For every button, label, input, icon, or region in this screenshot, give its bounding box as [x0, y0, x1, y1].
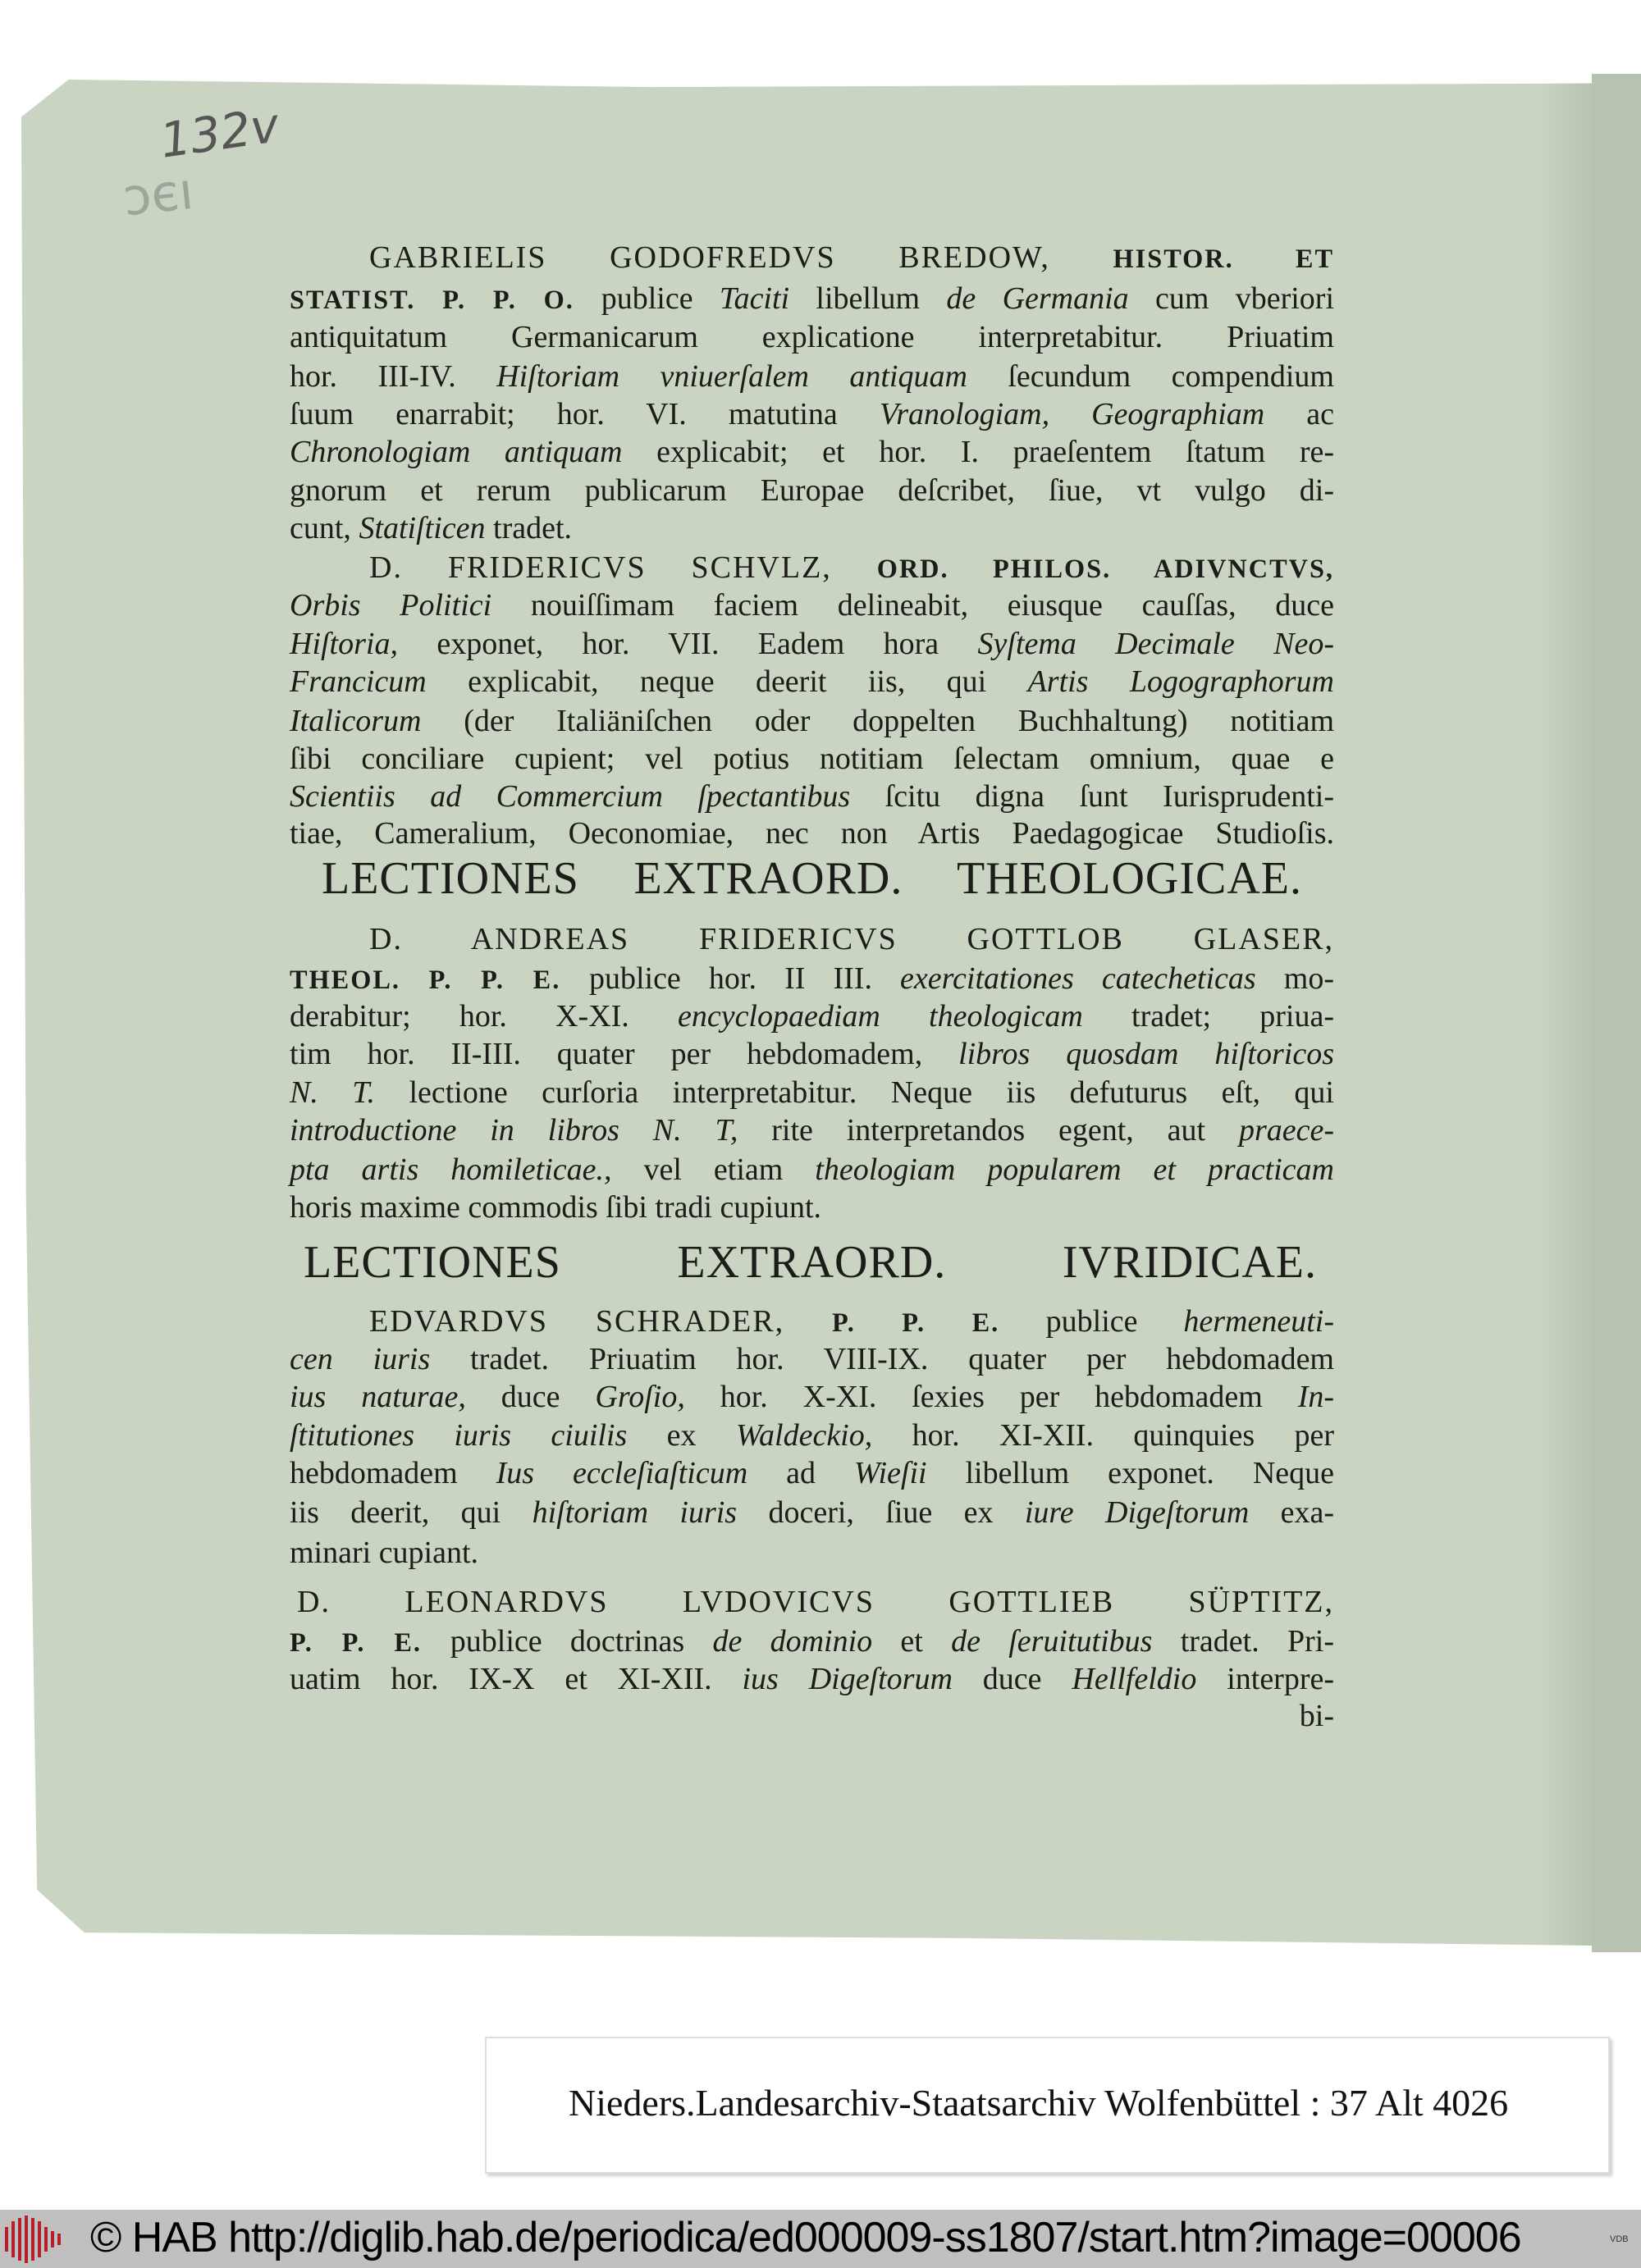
text-segment: introductione in libros N. T,	[290, 1113, 738, 1148]
text-segment: vel etiam	[611, 1152, 816, 1187]
text-segment: hiſtoriam iuris	[532, 1495, 738, 1530]
text-segment: GABRIELIS GODOFREDVS BREDOW,	[369, 240, 1113, 275]
text-line	[290, 1151, 1334, 1189]
text-segment: Hellfeldio	[1072, 1662, 1197, 1696]
text-segment: duce	[952, 1662, 1072, 1696]
text-segment: Hiſtoria,	[290, 627, 398, 661]
text-segment: hor. X-XI. ſexies per hebdomadem	[684, 1380, 1298, 1414]
text-segment: hor. XI-XII. quinquies per	[872, 1418, 1334, 1453]
text-segment: hebdomadem	[290, 1456, 496, 1490]
text-segment: exponet, hor. VII. Eadem hora	[397, 627, 978, 661]
text-segment: ſuum enarrabit; hor. VI. matutina	[290, 397, 880, 431]
text-segment: hermeneuti-	[1183, 1304, 1334, 1339]
text-segment: interpre-	[1196, 1662, 1335, 1696]
text-segment: doceri, ſiue ex	[737, 1495, 1025, 1530]
text-segment: LECTIONES EXTRAORD. IVRIDICAE.	[304, 1237, 1317, 1288]
text-segment: Vranologiam, Geographiam	[879, 397, 1265, 431]
text-line	[290, 1378, 1334, 1416]
text-line	[290, 1454, 1334, 1492]
footer-badge: VDB	[1610, 2234, 1629, 2244]
text-segment: ORD. PHILOS. ADIVNCTVS,	[876, 554, 1334, 583]
text-segment: rite interpretandos egent, aut	[738, 1113, 1239, 1148]
text-segment: tim hor. II-III. quater per hebdomadem,	[290, 1037, 959, 1071]
text-segment: publice doctrinas	[450, 1624, 713, 1659]
text-segment: P. P. E.	[831, 1307, 1046, 1337]
text-segment: hor. III-IV.	[290, 359, 497, 394]
text-line	[290, 395, 1334, 433]
text-segment: HISTOR. ET	[1113, 244, 1334, 273]
text-segment: Orbis Politici	[290, 588, 492, 623]
text-segment: explicabit; et hor. I. praeſentem ſtatum re-	[622, 435, 1334, 469]
text-segment: ac	[1264, 397, 1334, 431]
text-segment: Wieſii	[853, 1456, 927, 1490]
text-line	[290, 318, 1334, 356]
text-line	[290, 740, 1334, 778]
text-line	[290, 1697, 1334, 1735]
text-line	[290, 472, 1334, 509]
text-line	[290, 1189, 1334, 1226]
text-segment: ex	[627, 1418, 736, 1453]
text-segment: antiquitatum Germanicarum explicatione interpretabitur. Priuatim	[290, 320, 1334, 354]
archive-label-text: Nieders.Landesarchiv-Staatsarchiv Wolfenbüttel : 37 Alt 4026	[569, 2082, 1509, 2124]
text-segment: D. LEONARDVS LVDOVICVS GOTTLIEB SÜPTITZ,	[297, 1585, 1334, 1619]
text-line	[369, 239, 1334, 276]
text-segment: de Germania	[946, 281, 1129, 316]
text-segment: D. ANDREAS FRIDERICVS GOTTLOB GLASER,	[369, 922, 1334, 956]
text-line	[290, 1622, 1334, 1660]
text-segment: encyclopaediam theologicam	[677, 999, 1083, 1034]
text-segment: exercitationes catecheticas	[900, 961, 1256, 996]
text-segment: gnorum et rerum publicarum Europae deſcribet, ſiue, vt vulgo di-	[290, 473, 1334, 508]
text-segment: publice	[601, 281, 720, 316]
text-segment: LECTIONES EXTRAORD. THEOLOGICAE.	[322, 853, 1302, 904]
text-segment: de dominio	[712, 1624, 873, 1659]
text-segment: Artis Logographorum	[1027, 664, 1334, 699]
pencil-mark: ɔєı	[120, 160, 196, 228]
text-segment: EDVARDVS SCHRADER,	[369, 1304, 832, 1339]
text-line	[290, 702, 1334, 740]
text-segment: ſecundum compendium	[967, 359, 1334, 394]
text-segment: tradet; priua-	[1082, 999, 1334, 1034]
text-segment: ad	[747, 1456, 854, 1490]
text-line	[290, 778, 1334, 815]
text-segment: minari cupiant.	[290, 1536, 479, 1570]
text-segment: bi-	[1299, 1699, 1334, 1733]
text-segment: Chronologiam antiquam	[290, 435, 623, 469]
text-line	[290, 1035, 1334, 1073]
text-segment: libellum	[789, 281, 947, 316]
text-segment: Hiſtoriam vniuerſalem antiquam	[496, 359, 967, 394]
footer-bar	[0, 2210, 1641, 2268]
text-line	[297, 1583, 1334, 1621]
text-segment: theologiam popularem et practicam	[815, 1152, 1334, 1187]
text-segment: Statiſticen	[359, 511, 486, 545]
text-segment: Scientiis ad Commercium ſpectantibus	[290, 779, 851, 814]
text-line	[290, 663, 1334, 700]
text-segment: Groſio,	[595, 1380, 685, 1414]
text-line	[369, 920, 1334, 958]
text-segment: libros quosdam hiſtoricos	[958, 1037, 1334, 1071]
text-segment: nouiſſimam faciem delineabit, eiusque cauſſas, duce	[491, 588, 1334, 623]
text-line	[290, 1074, 1334, 1111]
text-line	[369, 549, 1334, 586]
text-line	[290, 358, 1334, 395]
text-line	[290, 960, 1334, 997]
text-segment: cunt,	[290, 511, 359, 545]
text-segment: explicabit, neque deerit iis, qui	[426, 664, 1028, 699]
text-segment: cum vberiori	[1128, 281, 1335, 316]
archive-label	[485, 2037, 1610, 2174]
text-segment: ſibi conciliare cupient; vel potius notitiam ſelectam omnium, quae e	[290, 742, 1334, 776]
text-segment: Syſtema Decimale Neo-	[977, 627, 1334, 661]
text-line	[290, 815, 1334, 852]
text-segment: publice	[1045, 1304, 1184, 1339]
text-segment: Taciti	[719, 281, 790, 316]
text-segment: de ſeruitutibus	[951, 1624, 1153, 1659]
text-segment: STATIST. P. P. O.	[290, 285, 601, 314]
text-segment: tradet.	[485, 511, 573, 545]
text-segment: ſcitu digna ſunt Iurisprudenti-	[850, 779, 1334, 814]
text-line	[290, 1111, 1334, 1149]
text-segment: libellum exponet. Neque	[926, 1456, 1334, 1490]
text-segment: Francicum	[290, 664, 427, 699]
section-heading	[322, 851, 1302, 906]
text-segment: exa-	[1249, 1495, 1335, 1530]
folio-number-handwritten: 132v	[156, 97, 283, 169]
text-line	[369, 1303, 1334, 1340]
text-segment: iis deerit, qui	[290, 1495, 533, 1530]
text-segment: duce	[465, 1380, 596, 1414]
text-segment: tiae, Cameralium, Oeconomiae, nec non Artis Paedagogicae Studioſis.	[290, 816, 1334, 851]
text-line	[290, 1417, 1334, 1454]
text-segment: ſtitutiones iuris ciuilis	[290, 1418, 628, 1453]
text-line	[290, 433, 1334, 471]
text-line	[290, 997, 1334, 1035]
text-line	[290, 1534, 1334, 1572]
text-segment: P. P. E.	[290, 1627, 450, 1657]
text-segment: In-	[1297, 1380, 1335, 1414]
text-segment: uatim hor. IX-X et XI-XII.	[290, 1662, 743, 1696]
text-segment: publice hor. II III.	[588, 961, 901, 996]
text-line	[290, 1660, 1334, 1698]
hab-logo-icon	[5, 2215, 64, 2264]
text-segment: ius naturae,	[290, 1380, 466, 1414]
text-segment: THEOL. P. P. E.	[290, 965, 589, 994]
text-segment: Ius eccleſiaſticum	[496, 1456, 748, 1490]
text-segment: iure Digeſtorum	[1024, 1495, 1250, 1530]
text-segment: et	[872, 1624, 952, 1659]
text-line	[290, 280, 1334, 317]
text-segment: N. T.	[290, 1075, 376, 1110]
text-segment: ius Digeſtorum	[742, 1662, 953, 1696]
text-segment: derabitur; hor. X-XI.	[290, 999, 678, 1034]
text-segment: tradet. Pri-	[1152, 1624, 1334, 1659]
text-line	[290, 625, 1334, 663]
text-segment: praece-	[1238, 1113, 1335, 1148]
text-line	[290, 586, 1334, 624]
text-segment: pta artis homileticae.,	[290, 1152, 612, 1187]
section-heading	[304, 1235, 1317, 1289]
text-line	[290, 509, 1334, 547]
text-segment: Italicorum	[290, 704, 422, 738]
text-segment: D. FRIDERICVS SCHVLZ,	[369, 550, 877, 585]
text-line	[290, 1340, 1334, 1378]
text-segment: cen iuris	[290, 1342, 431, 1376]
text-segment: Waldeckio,	[735, 1418, 873, 1453]
text-segment: (der Italiäniſchen oder doppelten Buchhaltung) notitiam	[421, 704, 1334, 738]
text-segment: tradet. Priuatim hor. VIII-IX. quater per hebdomadem	[430, 1342, 1334, 1376]
text-segment: lectione curſoria interpretabitur. Neque iis defuturus eſt, qui	[375, 1075, 1334, 1110]
text-line	[290, 1494, 1334, 1531]
text-segment: horis maxime commodis ſibi tradi cupiunt.	[290, 1190, 822, 1225]
paper-edge	[1592, 74, 1641, 1952]
footer-copyright-url[interactable]: © HAB http://diglib.hab.de/periodica/ed000009-ss1807/start.htm?image=00006	[90, 2214, 1521, 2261]
text-segment: mo-	[1255, 961, 1334, 996]
